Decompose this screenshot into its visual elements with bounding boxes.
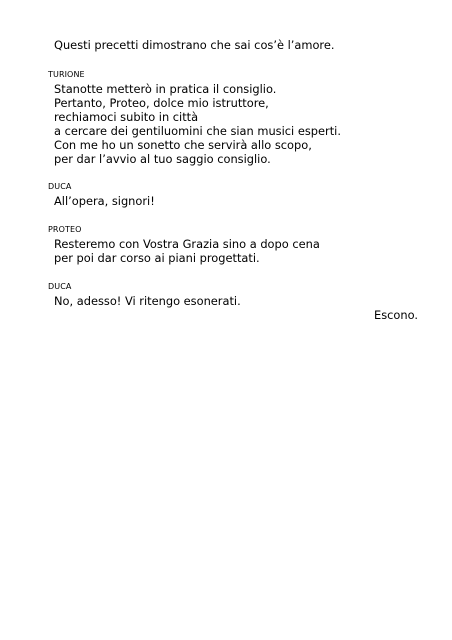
dialogue-line: a cercare dei gentiluomini che sian musici esperti. [54,124,341,138]
speaker-name: DUCA [48,182,72,191]
dialogue-line: per poi dar corso ai piani progettati. [54,251,260,265]
speaker-name: TURIONE [48,70,85,79]
dialogue-line: per dar l’avvio al tuo saggio consiglio. [54,152,271,166]
dialogue-line: rechiamoci subito in città [54,110,199,124]
speaker-name: DUCA [48,282,72,291]
dialogue-line: No, adesso! Vi ritengo esonerati. [54,294,241,308]
dialogue-line: Resteremo con Vostra Grazia sino a dopo cena [54,237,320,251]
dialogue-line: Pertanto, Proteo, dolce mio istruttore, [54,96,269,110]
stage-direction: Escono. [374,308,418,322]
dialogue-line: All’opera, signori! [54,194,155,208]
dialogue-line: Stanotte metterò in pratica il consiglio. [54,82,277,96]
dialogue-line: Con me ho un sonetto che servirà allo scopo, [54,138,312,152]
dialogue-line: Questi precetti dimostrano che sai cos’è l’amore. [54,38,335,52]
speaker-name: PROTEO [48,225,82,234]
